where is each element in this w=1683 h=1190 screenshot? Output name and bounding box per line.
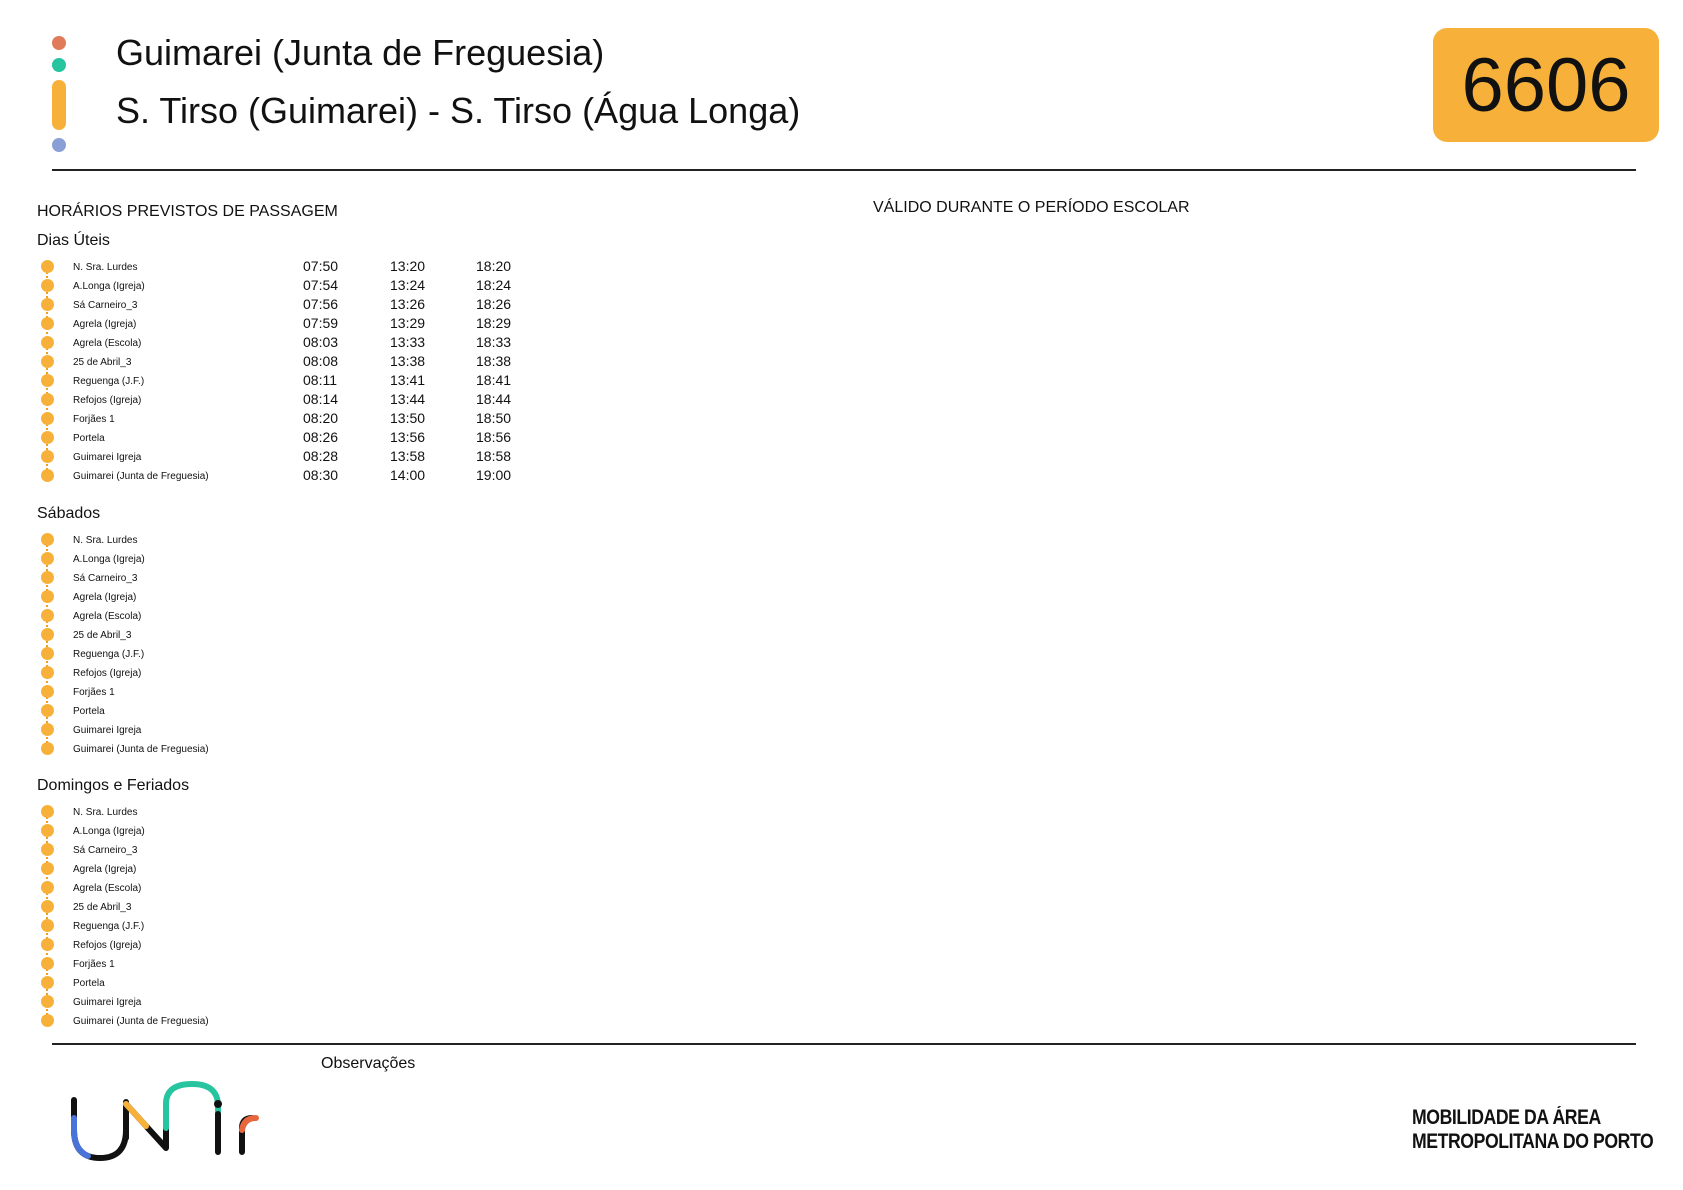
section-title: Domingos e Feriados [37, 777, 190, 794]
stop-row [37, 1011, 597, 1030]
stop-name: Agrela (Escola) [73, 611, 142, 622]
stop-row [37, 802, 597, 821]
stop-name: 25 de Abril_3 [73, 630, 132, 641]
stop-row [37, 428, 597, 447]
stop-name: Agrela (Igreja) [73, 864, 137, 875]
stop-row [37, 739, 597, 758]
departure-time: 08:30 [303, 467, 339, 483]
stop-name: A.Longa (Igreja) [73, 554, 145, 565]
stop-marker-icon [41, 571, 54, 584]
stop-row [37, 720, 597, 739]
stop-name: 25 de Abril_3 [73, 902, 132, 913]
departure-time: 13:56 [390, 429, 426, 445]
stop-row [37, 682, 597, 701]
departure-time: 13:50 [390, 410, 426, 426]
stop-row [37, 840, 597, 859]
stop-marker-icon [41, 938, 54, 951]
departure-time: 07:54 [303, 277, 339, 293]
stop-row [37, 466, 597, 485]
stop-marker-icon [41, 900, 54, 913]
stop-name: Forjães 1 [73, 687, 115, 698]
departure-time: 13:38 [390, 353, 426, 369]
departure-time: 13:20 [390, 258, 426, 274]
departure-time: 08:26 [303, 429, 339, 445]
stop-row [37, 625, 597, 644]
footer-brand [1412, 1106, 1653, 1154]
stop-name: Reguenga (J.F.) [73, 921, 145, 932]
stop-name: Forjães 1 [73, 959, 115, 970]
departure-time: 14:00 [390, 467, 426, 483]
departure-time: 18:58 [476, 448, 512, 464]
departure-time: 07:59 [303, 315, 339, 331]
stop-name: Agrela (Igreja) [73, 592, 137, 603]
stop-marker-icon [41, 685, 54, 698]
stop-list [37, 257, 597, 485]
stop-row [37, 314, 597, 333]
departure-time: 13:29 [390, 315, 426, 331]
section-weekdays [37, 231, 597, 485]
stop-name: Agrela (Escola) [73, 883, 142, 894]
stop-row [37, 701, 597, 720]
stop-marker-icon [41, 279, 54, 292]
stop-name: Sá Carneiro_3 [73, 573, 138, 584]
stop-marker-icon [41, 976, 54, 989]
stop-marker-icon [41, 317, 54, 330]
stop-row [37, 549, 597, 568]
stop-row [37, 295, 597, 314]
stop-row [37, 916, 597, 935]
stop-list [37, 802, 597, 1030]
stop-name: Refojos (Igreja) [73, 668, 142, 679]
stop-marker-icon [41, 393, 54, 406]
stop-marker-icon [41, 666, 54, 679]
validity-note: VÁLIDO DURANTE O PERÍODO ESCOLAR [873, 199, 1190, 216]
departure-time: 19:00 [476, 467, 512, 483]
departure-time: 08:20 [303, 410, 339, 426]
stop-name: Sá Carneiro_3 [73, 845, 138, 856]
stop-row [37, 606, 597, 625]
brand-line: MOBILIDADE DA ÁREA [1412, 1106, 1601, 1129]
stop-marker-icon [41, 298, 54, 311]
stop-marker-icon [41, 881, 54, 894]
stop-name: 25 de Abril_3 [73, 357, 132, 368]
stop-marker-icon [41, 1014, 54, 1027]
stop-marker-icon [41, 919, 54, 932]
stop-name: Agrela (Igreja) [73, 319, 137, 330]
stop-name: Portela [73, 706, 105, 717]
stop-name: Portela [73, 978, 105, 989]
stop-marker-icon [41, 723, 54, 736]
departure-time: 18:38 [476, 353, 512, 369]
stop-marker-icon [41, 647, 54, 660]
stop-name: N. Sra. Lurdes [73, 807, 138, 818]
stop-marker-icon [41, 412, 54, 425]
section-title: Sábados [37, 505, 101, 522]
stop-row [37, 821, 597, 840]
stop-row [37, 530, 597, 549]
stop-row [37, 409, 597, 428]
stop-marker-icon [41, 628, 54, 641]
route-line-icon [52, 36, 66, 154]
departure-time: 08:03 [303, 334, 339, 350]
stop-name: N. Sra. Lurdes [73, 535, 138, 546]
departure-time: 18:26 [476, 296, 512, 312]
stop-row [37, 333, 597, 352]
stop-marker-icon [41, 260, 54, 273]
departure-time: 13:26 [390, 296, 426, 312]
stop-name: Sá Carneiro_3 [73, 300, 138, 311]
stop-name: Agrela (Escola) [73, 338, 142, 349]
departure-time: 07:50 [303, 258, 339, 274]
stop-marker-icon [41, 805, 54, 818]
stop-marker-icon [41, 995, 54, 1008]
departure-time: 13:41 [390, 372, 426, 388]
stop-name: Guimarei (Junta de Freguesia) [73, 1016, 209, 1027]
stop-marker-icon [41, 824, 54, 837]
stop-marker-icon [41, 355, 54, 368]
stop-marker-icon [41, 336, 54, 349]
stop-name: Guimarei Igreja [73, 452, 142, 463]
observations-title: Observações [321, 1055, 416, 1072]
stop-name: Guimarei (Junta de Freguesia) [73, 744, 209, 755]
route-number-badge: 6606 [1433, 28, 1659, 142]
brand-line: METROPOLITANA DO PORTO [1412, 1130, 1654, 1153]
stop-marker-icon [41, 742, 54, 755]
departure-time: 18:29 [476, 315, 512, 331]
footer-divider [52, 1043, 1636, 1045]
departure-time: 18:33 [476, 334, 512, 350]
stop-name: Reguenga (J.F.) [73, 376, 145, 387]
stop-name: A.Longa (Igreja) [73, 281, 145, 292]
stop-marker-icon [41, 469, 54, 482]
stop-row [37, 663, 597, 682]
departure-time: 18:20 [476, 258, 512, 274]
stop-name: Forjães 1 [73, 414, 115, 425]
stop-name: Refojos (Igreja) [73, 395, 142, 406]
unir-logo [66, 1078, 276, 1168]
stop-marker-icon [41, 374, 54, 387]
departure-time: 13:44 [390, 391, 426, 407]
stop-marker-icon [41, 533, 54, 546]
page-title: Guimarei (Junta de Freguesia) [116, 32, 605, 73]
departure-time: 18:44 [476, 391, 512, 407]
departure-time: 18:50 [476, 410, 512, 426]
stop-row [37, 587, 597, 606]
departure-time: 13:58 [390, 448, 426, 464]
departure-time: 08:11 [303, 372, 337, 388]
stop-row [37, 897, 597, 916]
stop-name: Guimarei Igreja [73, 725, 142, 736]
stop-name: Portela [73, 433, 105, 444]
section-sundays-holidays [37, 776, 597, 1030]
departure-time: 08:28 [303, 448, 339, 464]
departure-time: 18:41 [476, 372, 512, 388]
stop-marker-icon [41, 843, 54, 856]
stop-name: Refojos (Igreja) [73, 940, 142, 951]
departure-time: 08:14 [303, 391, 339, 407]
schedule-title: HORÁRIOS PREVISTOS DE PASSAGEM [37, 203, 338, 220]
stop-row [37, 644, 597, 663]
stop-marker-icon [41, 862, 54, 875]
section-saturdays [37, 504, 597, 758]
stop-marker-icon [41, 590, 54, 603]
stop-row [37, 568, 597, 587]
stop-name: Guimarei (Junta de Freguesia) [73, 471, 209, 482]
stop-row [37, 878, 597, 897]
stop-name: Guimarei Igreja [73, 997, 142, 1008]
stop-row [37, 859, 597, 878]
stop-row [37, 447, 597, 466]
stop-marker-icon [41, 609, 54, 622]
stop-row [37, 954, 597, 973]
departure-time: 13:33 [390, 334, 426, 350]
stop-name: Reguenga (J.F.) [73, 649, 145, 660]
stop-name: N. Sra. Lurdes [73, 262, 138, 273]
departure-time: 18:24 [476, 277, 512, 293]
stop-name: A.Longa (Igreja) [73, 826, 145, 837]
section-title: Dias Úteis [37, 232, 110, 249]
stop-marker-icon [41, 431, 54, 444]
stop-row [37, 992, 597, 1011]
departure-time: 13:24 [390, 277, 426, 293]
stop-list [37, 530, 597, 758]
stop-row [37, 371, 597, 390]
stop-row [37, 973, 597, 992]
stop-row [37, 276, 597, 295]
departure-time: 18:56 [476, 429, 512, 445]
stop-row [37, 257, 597, 276]
header-divider [52, 169, 1636, 171]
stop-marker-icon [41, 704, 54, 717]
route-name: S. Tirso (Guimarei) - S. Tirso (Água Longa) [116, 90, 801, 131]
departure-time: 08:08 [303, 353, 339, 369]
stop-row [37, 352, 597, 371]
stop-marker-icon [41, 552, 54, 565]
stop-marker-icon [41, 957, 54, 970]
stop-marker-icon [41, 450, 54, 463]
stop-row [37, 935, 597, 954]
departure-time: 07:56 [303, 296, 339, 312]
stop-row [37, 390, 597, 409]
